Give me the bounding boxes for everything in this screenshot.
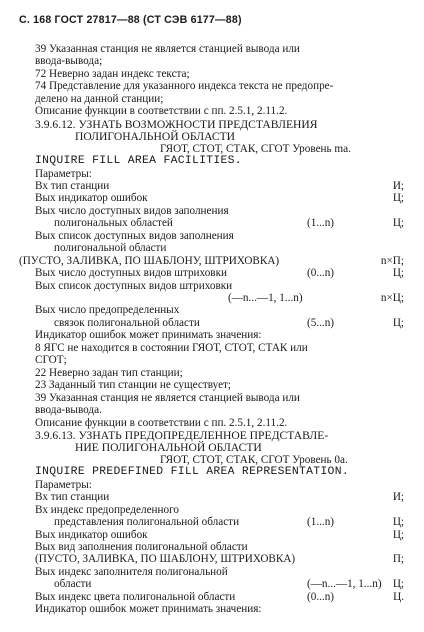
type-code: Ц; <box>392 267 404 280</box>
text-line <box>0 168 424 181</box>
line-text: 8 ЯГС не находится в состоянии ГЯОТ, СТОТ, СТАК или <box>35 341 308 354</box>
line-text: INQUIRE FILL AREA FACILITIES. <box>35 155 242 168</box>
line-text: Вх тип станции <box>35 491 110 504</box>
type-code: n×Ц; <box>380 292 404 304</box>
type-code: Ц; <box>392 316 404 329</box>
line-text: (ПУСТО, ЗАЛИВКА, ПО ШАБЛОНУ, ШТРИХОВКА) <box>35 553 296 566</box>
type-code: Ц; <box>392 192 404 205</box>
line-text: Вых число доступных видов штриховки <box>35 267 227 280</box>
line-text: 3.9.6.13. УЗНАТЬ ПРЕДОПРЕДЕЛЕННОЕ ПРЕДСТАВЛЕ- <box>35 428 329 442</box>
text-line <box>0 504 424 517</box>
text-line <box>0 392 424 405</box>
line-text: Вых индикатор ошибок <box>35 528 148 541</box>
line-text: (ПУСТО, ЗАЛИВКА, ПО ШАБЛОНУ, ШТРИХОВКА) <box>19 254 280 267</box>
value-range: (0...n) <box>307 590 335 603</box>
text-line <box>0 491 424 504</box>
text-line <box>0 292 424 305</box>
line-text: Вых список доступных видов штриховки <box>35 279 233 292</box>
line-text: Вых индикатор ошибок <box>35 192 148 205</box>
text-line <box>0 93 424 106</box>
text-line <box>0 242 424 255</box>
text-line <box>0 43 424 56</box>
text-line <box>0 143 424 156</box>
line-text: ввода-вывода. <box>35 404 102 417</box>
line-text: Вх индекс предопределенного <box>35 503 180 516</box>
line-text: Вых число предопределенных <box>35 304 180 317</box>
line-text: НИЕ ПОЛИГОНАЛЬНОЙ ОБЛАСТИ <box>75 441 262 455</box>
type-code: И; <box>392 491 404 504</box>
text-line <box>0 603 424 616</box>
line-text: СГОТ; <box>35 354 67 367</box>
line-text: Вых число доступных видов заполнения <box>35 204 229 217</box>
line-text: ПОЛИГОНАЛЬНОЙ ОБЛАСТИ <box>75 130 236 144</box>
line-text: (—n...—1, 1...n) <box>228 292 303 304</box>
text-line <box>0 217 424 230</box>
value-range: (5...n) <box>307 316 335 329</box>
text-line <box>0 541 424 554</box>
line-text: 39 Указанная станция не является станцией вывода или <box>35 43 300 55</box>
line-text: 22 Неверно задан тип станции; <box>35 366 183 379</box>
value-range: (0...n) <box>307 267 335 280</box>
text-line <box>0 591 424 604</box>
line-text: 72 Неверно задан индекс текста; <box>35 67 190 80</box>
text-line <box>0 516 424 529</box>
line-text: Описание функции в соответствии с пп. 2.5.1, 2.11.2. <box>35 105 288 118</box>
text-line <box>0 529 424 542</box>
line-text: Вх тип станции <box>35 179 110 192</box>
text-line <box>0 304 424 317</box>
text-line <box>0 180 424 193</box>
text-line <box>0 553 424 566</box>
text-line <box>0 566 424 579</box>
text-line <box>0 55 424 68</box>
line-text: ГЯОТ, СТОТ, СТАК, СГОТ Уровень ma. <box>160 142 351 155</box>
line-text: 23 Заданный тип станции не существует; <box>35 379 232 392</box>
line-text: INQUIRE PREDEFINED FILL AREA REPRESENTATION. <box>35 466 349 479</box>
line-text: представления полигональной области <box>54 516 240 529</box>
text-line <box>0 379 424 392</box>
text-line <box>0 479 424 492</box>
type-code: Ц; <box>392 578 404 591</box>
value-range: (1...n) <box>307 217 335 230</box>
text-line <box>0 80 424 93</box>
text-line <box>0 367 424 380</box>
line-text: полигональной области <box>54 242 167 255</box>
line-text: Вых индекс цвета полигональной области <box>35 590 236 603</box>
value-range: (1...n) <box>307 516 335 529</box>
text-line <box>0 155 424 168</box>
line-text: 39 Указанная станция не является станцией вывода или <box>35 391 300 404</box>
line-text: области <box>54 578 92 591</box>
line-text: ГЯОТ, СТОТ, СТАК, СГОТ Уровень 0a. <box>160 453 348 466</box>
line-text: Вых список доступных видов заполнения <box>35 229 234 242</box>
line-text: Вых вид заполнения полигональной области <box>35 541 248 553</box>
text-line <box>0 454 424 467</box>
text-line <box>0 267 424 280</box>
text-line <box>0 404 424 417</box>
line-text: связок полигональной области <box>54 316 200 329</box>
text-line <box>0 417 424 430</box>
line-text: Параметры: <box>35 167 92 180</box>
text-line <box>0 192 424 205</box>
text-line <box>0 130 424 143</box>
value-range: (—n...—1, 1...n) <box>307 578 382 591</box>
line-text: ввода-вывода; <box>35 55 103 68</box>
text-line <box>0 105 424 118</box>
line-text: Описание функции в соответствии с пп. 2.5.1, 2.11.2. <box>35 416 288 429</box>
type-code: n×П; <box>380 254 404 267</box>
line-text: Вых индекс заполнителя полигональной <box>35 565 228 578</box>
line-text: 74 Представление для указанного индекса текста не предопре- <box>35 80 334 93</box>
line-text: Параметры: <box>35 478 92 491</box>
text-line <box>0 317 424 330</box>
type-code: Ц; <box>392 528 404 541</box>
page-header: С. 168 ГОСТ 27817—88 (СТ СЭВ 6177—88) <box>19 14 242 26</box>
text-line <box>0 441 424 454</box>
text-line <box>0 354 424 367</box>
text-line <box>0 205 424 218</box>
type-code: Ц; <box>392 217 404 230</box>
text-line <box>0 280 424 293</box>
type-code: И; <box>392 179 404 192</box>
type-code: Ц; <box>392 516 404 529</box>
text-line <box>0 329 424 342</box>
text-line <box>0 230 424 243</box>
text-line <box>0 342 424 355</box>
text-line <box>0 578 424 591</box>
type-code: Ц. <box>393 590 404 603</box>
line-text: Индикатор ошибок может принимать значения: <box>35 329 262 342</box>
text-line <box>0 68 424 81</box>
line-text: делено на данной станции; <box>35 92 164 105</box>
text-line <box>0 255 424 268</box>
line-text: Индикатор ошибок может принимать значения: <box>35 603 262 616</box>
line-text: полигональных областей <box>54 217 173 230</box>
type-code: П; <box>392 553 404 566</box>
line-text: 3.9.6.12. УЗНАТЬ ВОЗМОЖНОСТИ ПРЕДСТАВЛЕНИЯ <box>35 117 318 131</box>
text-line <box>0 429 424 442</box>
text-line <box>0 466 424 479</box>
text-line <box>0 118 424 131</box>
